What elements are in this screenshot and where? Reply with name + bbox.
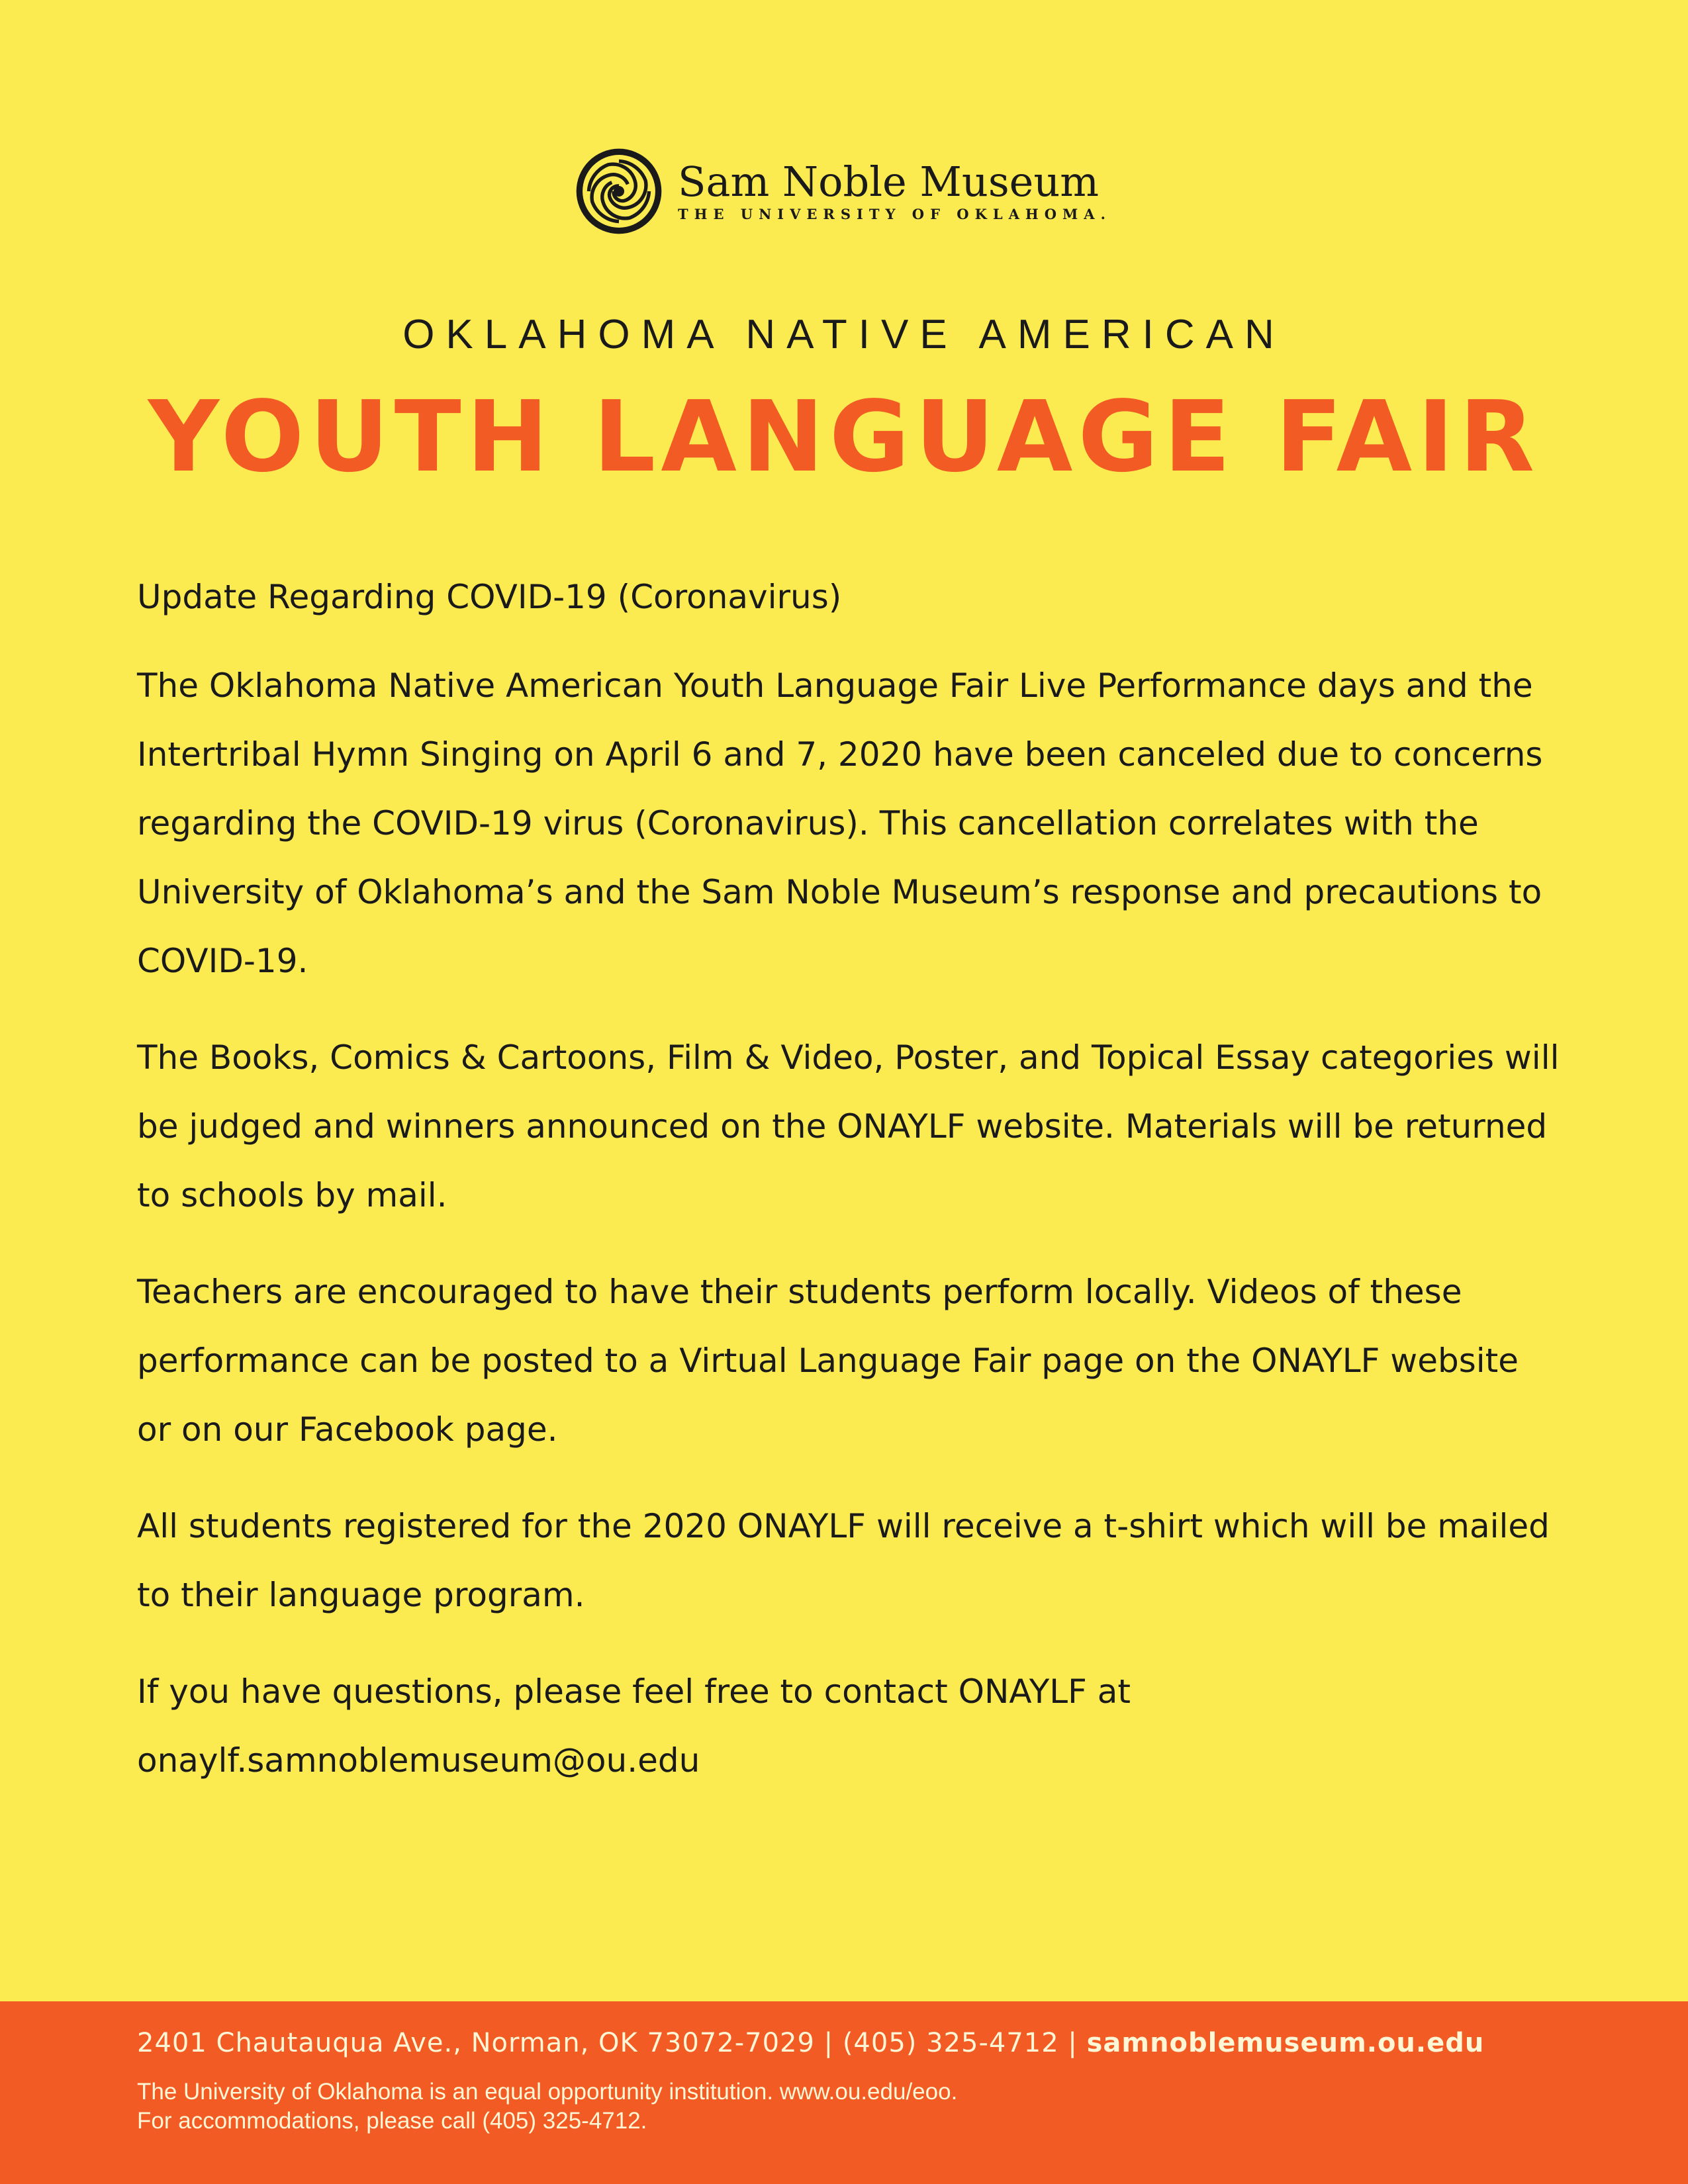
logo-wordmark — [678, 159, 1111, 224]
footer-address-line — [137, 2028, 1484, 2058]
paragraph-contact: If you have questions, please feel free to contact ONAYLF at onaylf.samnoblemuseum@ou.edu — [137, 1672, 1131, 1780]
paragraph-judging: The Books, Comics & Cartoons, Film & Video, Poster, and Topical Essay categories will be judged and winners announced on the ONAYLF website. Materials will be returned to schools by mail. — [137, 1038, 1560, 1214]
notice-body — [137, 563, 1560, 1823]
paragraph-tshirt: All students registered for the 2020 ONAYLF will receive a t-shirt which will be mailed to their language program. — [137, 1507, 1550, 1614]
spiral-logo-icon — [575, 147, 663, 236]
accommodations-statement: For accommodations, please call (405) 325-4712. — [137, 2108, 647, 2134]
footer-notice — [137, 2077, 957, 2136]
paragraph-cancellation: The Oklahoma Native American Youth Language Fair Live Performance days and the Intertribal Hymn Singing on April 6 and 7, 2020 have been canceled due to concerns regarding the COVID-19 virus (Coronavirus). This cancellation correlates with the University of Oklahoma’s and the Sam Noble Museum’s response and precautions to COVID-19. — [137, 666, 1543, 980]
footer-address: 2401 Chautauqua Ave., Norman, OK 73072-7029 | (405) 325-4712 | — [137, 2028, 1087, 2058]
paragraph-virtual-fair: Teachers are encouraged to have their students perform locally. Videos of these performance can be posted to a Virtual Language Fair page on the ONAYLF website or on our Facebook page. — [137, 1273, 1519, 1449]
university-name: THE UNIVERSITY OF OKLAHOMA. — [678, 206, 1111, 222]
museum-logo — [575, 147, 1111, 236]
eoo-statement: The University of Oklahoma is an equal opportunity institution. www.ou.edu/eoo. — [137, 2079, 958, 2105]
event-title: YOUTH LANGUAGE FAIR — [148, 380, 1540, 494]
update-heading: Update Regarding COVID-19 (Coronavirus) — [137, 578, 842, 616]
footer-website-link[interactable]: samnoblemuseum.ou.edu — [1086, 2028, 1485, 2058]
event-kicker: OKLAHOMA NATIVE AMERICAN — [402, 312, 1286, 357]
footer-bar — [0, 2001, 1688, 2184]
museum-name: Sam Noble Museum — [678, 158, 1100, 206]
